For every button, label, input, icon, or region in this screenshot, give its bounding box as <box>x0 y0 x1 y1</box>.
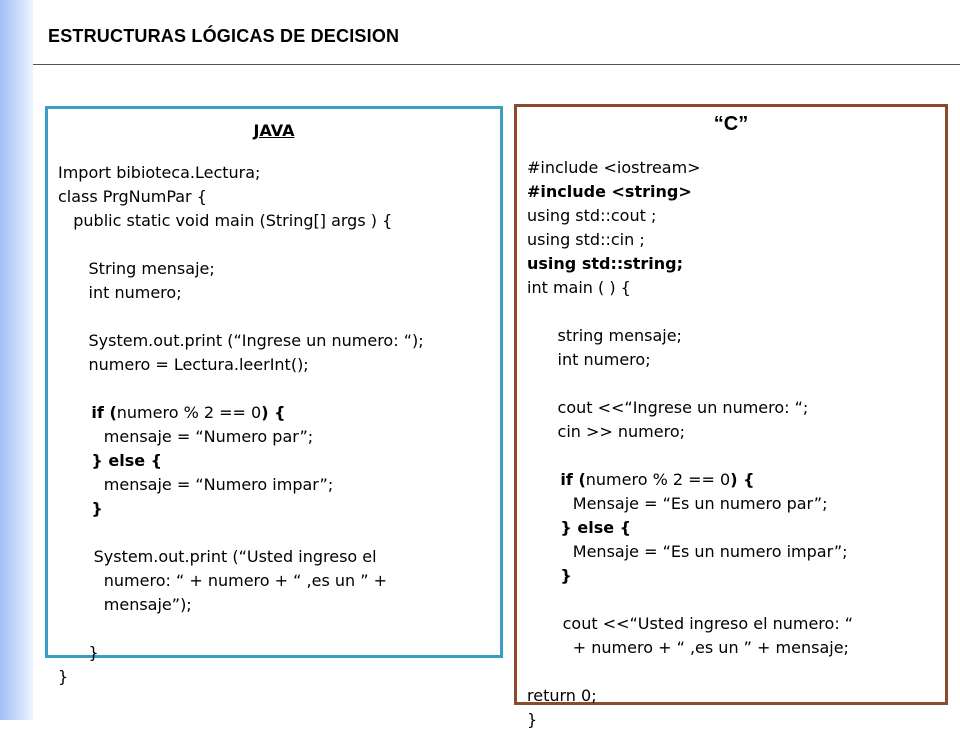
slide-title: ESTRUCTURAS LÓGICAS DE DECISION <box>48 26 400 46</box>
code-line: numero: “ + numero + “ ,es un ” + <box>58 571 388 590</box>
code-line-else: } else { <box>58 451 163 470</box>
code-line: numero = Lectura.leerInt(); <box>58 355 309 374</box>
code-line: using std::cin ; <box>527 230 645 249</box>
code-line: mensaje = “Numero par”; <box>58 427 314 446</box>
code-line: using std::cout ; <box>527 206 657 225</box>
code-line: } <box>58 667 69 686</box>
code-condition: numero % 2 == 0 <box>116 403 262 422</box>
code-line: using std::string; <box>527 254 684 273</box>
code-blank-line <box>58 305 424 329</box>
java-panel-title: JAVA <box>253 121 295 140</box>
code-line: + numero + “ ,es un ” + mensaje; <box>527 638 849 657</box>
code-line: Mensaje = “Es un numero impar”; <box>527 542 848 561</box>
code-blank-line <box>527 372 853 396</box>
code-line: #include <iostream> <box>527 158 701 177</box>
java-code-panel <box>45 106 503 686</box>
code-blank-line <box>58 233 424 257</box>
code-line: int numero; <box>527 350 651 369</box>
code-keyword: if ( <box>58 403 117 422</box>
code-keyword: if ( <box>527 470 586 489</box>
code-line: int main ( ) { <box>527 278 631 297</box>
code-blank-line <box>527 588 853 612</box>
code-line: cout <<“Ingrese un numero: “; <box>527 398 809 417</box>
code-line: class PrgNumPar { <box>58 187 207 206</box>
code-blank-line <box>58 521 424 545</box>
code-keyword: ) { <box>261 403 286 422</box>
code-line: public static void main (String[] args ) { <box>58 211 393 230</box>
code-line: cin >> numero; <box>527 422 685 441</box>
code-line: int numero; <box>58 283 182 302</box>
code-line: } <box>58 643 99 662</box>
code-line: Import bibioteca.Lectura; <box>58 163 261 182</box>
code-line: string mensaje; <box>527 326 682 345</box>
code-line-if <box>527 468 853 492</box>
code-line: cout <<“Usted ingreso el numero: “ <box>527 614 854 633</box>
c-panel-title: “C” <box>713 113 749 135</box>
code-line: System.out.print (“Usted ingreso el <box>58 547 377 566</box>
code-line: System.out.print (“Ingrese un numero: “); <box>58 331 424 350</box>
code-line-close: } <box>58 499 103 518</box>
code-line: mensaje”); <box>58 595 192 614</box>
code-blank-line <box>527 660 853 684</box>
code-line: #include <string> <box>527 182 692 201</box>
code-blank-line <box>527 444 853 468</box>
code-condition: numero % 2 == 0 <box>585 470 731 489</box>
code-line-else: } else { <box>527 518 632 537</box>
side-accent-bar <box>0 0 33 720</box>
title-divider <box>33 64 960 65</box>
java-code-listing <box>58 161 424 689</box>
code-blank-line <box>58 377 424 401</box>
code-blank-line <box>58 617 424 641</box>
code-keyword: ) { <box>730 470 755 489</box>
code-line-if <box>58 401 424 425</box>
code-line: } <box>527 710 538 729</box>
code-line: Mensaje = “Es un numero par”; <box>527 494 828 513</box>
code-line-close: } <box>527 566 572 585</box>
c-code-panel <box>514 104 948 729</box>
code-line: return 0; <box>527 686 597 705</box>
c-code-listing <box>527 156 853 732</box>
code-line: String mensaje; <box>58 259 215 278</box>
code-line: mensaje = “Numero impar”; <box>58 475 334 494</box>
code-blank-line <box>527 300 853 324</box>
